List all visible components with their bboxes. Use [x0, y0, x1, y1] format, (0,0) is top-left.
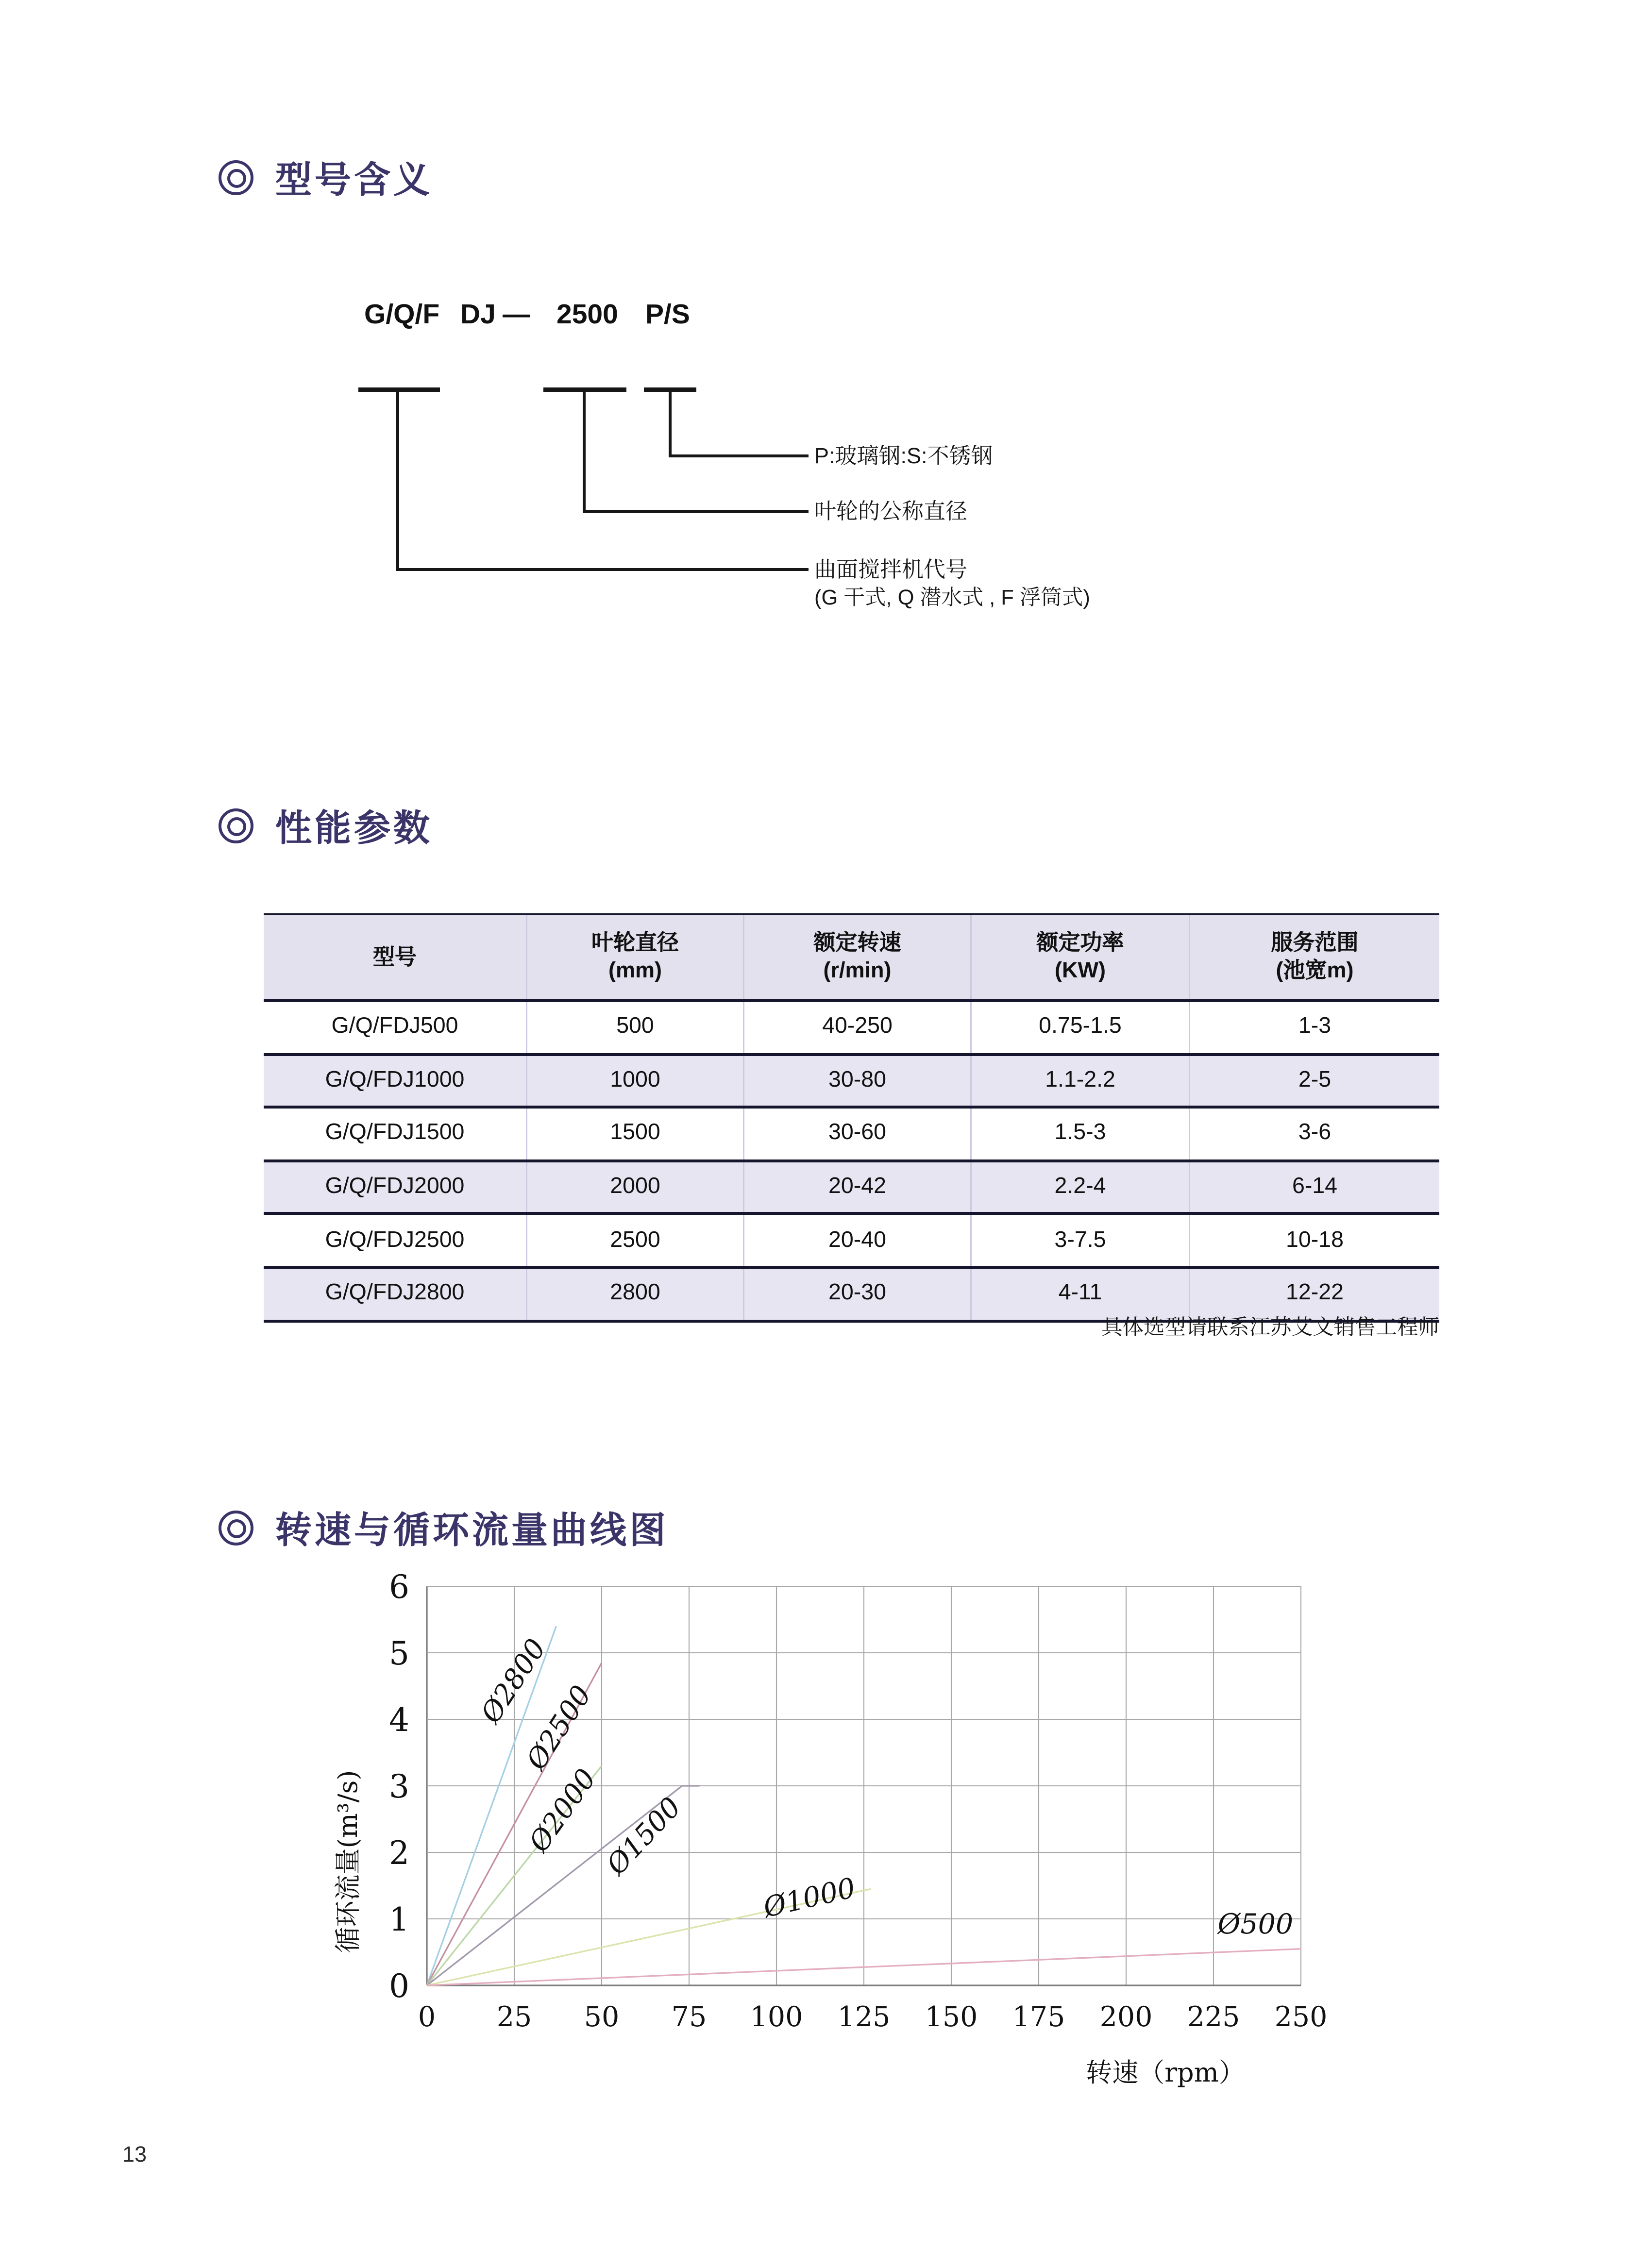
table-cell: 1-3: [1298, 1014, 1332, 1039]
table-cell: 0.75-1.5: [972, 1002, 1190, 1053]
table-cell: 40-250: [744, 1002, 972, 1053]
x-tick-label: 100: [750, 2001, 803, 2033]
x-tick-label: 200: [1099, 2001, 1153, 2033]
curve-chart: [320, 1573, 1399, 2112]
table-header-row: [264, 915, 1439, 1002]
y-tick-label: 3: [389, 1768, 409, 1805]
x-tick-label: 175: [1012, 2001, 1065, 2033]
selection-note: 具体选型请联系江苏艾文销售工程师: [1101, 1317, 1439, 1340]
section-title-model-meaning: [219, 151, 433, 204]
header-line1: 额定功率: [1036, 931, 1124, 956]
header-line2: (r/min): [823, 958, 892, 983]
table-cell: 2800: [527, 1269, 744, 1319]
table-cell: 2.2-4: [972, 1162, 1190, 1212]
x-tick-label: 50: [584, 2001, 620, 2033]
y-tick-label: 0: [389, 1967, 409, 2005]
table-header-cell: [972, 915, 1190, 999]
model-code-part: DJ: [460, 300, 496, 331]
table-row: [264, 1162, 1439, 1215]
table-cell: 1000: [527, 1056, 744, 1106]
table-cell: 2500: [527, 1215, 744, 1266]
x-tick-label: 150: [925, 2001, 978, 2033]
y-tick-label: 4: [389, 1701, 409, 1739]
table-cell: G/Q/FDJ1500: [264, 1109, 527, 1159]
table-header-cell: [264, 915, 527, 999]
table-header-cell: [1190, 915, 1439, 999]
y-tick-label: 5: [389, 1635, 409, 1672]
page-number: 13: [122, 2143, 147, 2167]
curve-label: Ø1000: [760, 1872, 859, 1924]
curve-label: Ø2800: [474, 1633, 553, 1729]
connector-line: [669, 390, 809, 457]
double-circle-icon: [219, 160, 253, 195]
model-code-part: G/Q/F: [364, 300, 440, 331]
table-row: [264, 1215, 1439, 1269]
header-line2: (KW): [1055, 958, 1106, 983]
table-row: [264, 1002, 1439, 1056]
curve-label: Ø500: [1217, 1908, 1294, 1941]
curve-label: Ø2000: [523, 1763, 603, 1858]
table-header-cell: [744, 915, 972, 999]
double-circle-icon: [219, 808, 253, 843]
table-cell: 1500: [527, 1109, 744, 1159]
header-line2: (池宽m): [1276, 958, 1354, 983]
section-title-text: 性能参数: [275, 808, 433, 849]
table-header-cell: [527, 915, 744, 999]
header-line1: 额定转速: [813, 931, 901, 956]
header-line2: (mm): [608, 958, 662, 983]
table-cell: 30-80: [744, 1056, 972, 1106]
table-cell: 1.5-3: [972, 1109, 1190, 1159]
header-line1: 型号: [372, 944, 417, 970]
x-tick-label: 25: [496, 2001, 532, 2033]
table-cell: 4-11: [972, 1269, 1190, 1319]
callout-label-line2: (G 干式, Q 潜水式 , F 浮筒式): [814, 587, 1090, 610]
table-cell: 30-60: [744, 1109, 972, 1159]
y-axis-title: 循环流量(m³/s): [333, 1770, 363, 1953]
section-title-performance: [219, 800, 433, 852]
table-cell: 2-5: [1298, 1067, 1332, 1092]
callout-label: P:玻璃钢:S:不锈钢: [814, 444, 993, 469]
header-line1: 服务范围: [1271, 931, 1359, 956]
table-cell: 1.1-2.2: [972, 1056, 1190, 1106]
x-tick-label: 0: [418, 2001, 436, 2033]
y-tick-label: 6: [389, 1573, 409, 1606]
x-tick-label: 125: [837, 2001, 891, 2033]
model-code-part: P/S: [645, 300, 690, 331]
x-tick-label: 250: [1274, 2001, 1328, 2033]
table-cell: G/Q/FDJ500: [264, 1002, 527, 1053]
callout-label: 叶轮的公称直径: [814, 500, 968, 524]
table-cell: 3-6: [1298, 1121, 1332, 1146]
callout-label: 曲面搅拌机代号: [814, 558, 968, 583]
table-cell: 12-22: [1286, 1280, 1344, 1306]
table-row: [264, 1056, 1439, 1109]
curve-label: Ø1500: [600, 1791, 688, 1882]
header-line1: 叶轮直径: [591, 931, 679, 956]
table-cell: G/Q/FDJ2500: [264, 1215, 527, 1266]
model-code-part: 2500: [556, 300, 618, 331]
model-code-part: —: [503, 300, 530, 331]
x-axis-title: 转速（rpm）: [1086, 2057, 1245, 2088]
x-tick-label: 225: [1187, 2001, 1240, 2033]
table-cell: 20-42: [744, 1162, 972, 1212]
table-body: [264, 1002, 1439, 1322]
section-title-text: 型号含义: [275, 160, 433, 201]
section-title-curve-chart: [219, 1502, 669, 1554]
table-cell: 500: [527, 1002, 744, 1053]
double-circle-icon: [219, 1511, 253, 1546]
table-cell: 20-30: [744, 1269, 972, 1319]
table-cell: G/Q/FDJ2800: [264, 1269, 527, 1319]
table-row: [264, 1109, 1439, 1162]
y-tick-label: 1: [389, 1901, 409, 1938]
x-tick-label: 75: [671, 2001, 707, 2033]
table-cell: 20-40: [744, 1215, 972, 1266]
curve-label: Ø2500: [520, 1680, 598, 1776]
table-cell: G/Q/FDJ1000: [264, 1056, 527, 1106]
performance-table: [264, 913, 1439, 1322]
table-cell: 2000: [527, 1162, 744, 1212]
table-cell: G/Q/FDJ2000: [264, 1162, 527, 1212]
y-tick-label: 2: [389, 1834, 409, 1872]
curve-line: [427, 1626, 556, 1985]
table-cell: 10-18: [1286, 1227, 1344, 1253]
table-cell: 3-7.5: [972, 1215, 1190, 1266]
section-title-text: 转速与循环流量曲线图: [275, 1511, 669, 1551]
table-cell: 6-14: [1292, 1174, 1338, 1199]
